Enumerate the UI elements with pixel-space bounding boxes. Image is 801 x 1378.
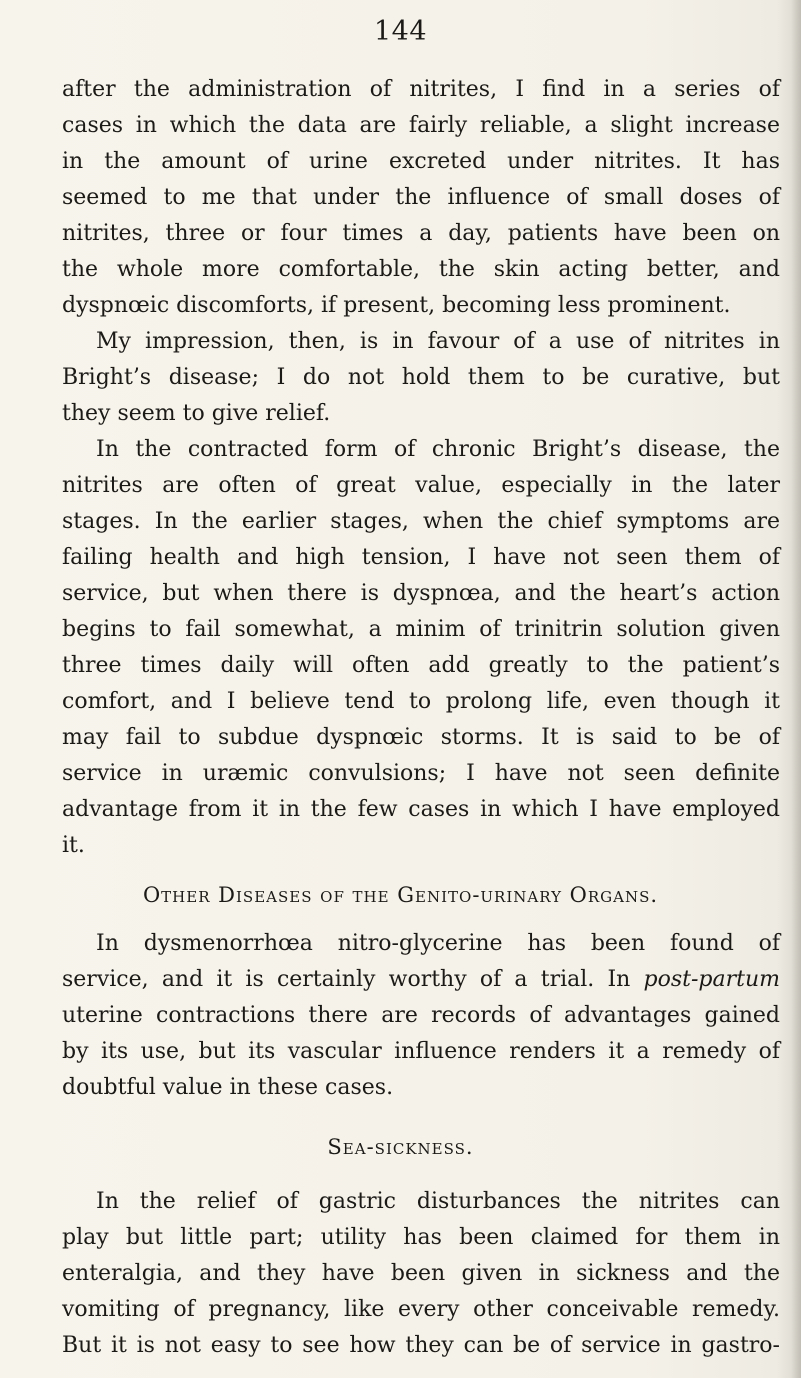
text-line: it. <box>62 833 85 858</box>
text-line: enteralgia, and they have been given in sickness and the <box>62 1261 780 1286</box>
text-line: In the contracted form of chronic Bright’s disease, the <box>96 437 780 462</box>
text-line: may fail to subdue dyspnœic storms. It is said to be of <box>62 725 780 750</box>
text-line: they seem to give relief. <box>62 401 331 426</box>
text-line: In the relief of gastric disturbances the nitrites can <box>96 1189 780 1214</box>
text-line: service, but when there is dyspnœa, and the heart’s action <box>62 581 780 606</box>
text-line: three times daily will often add greatly to the patient’s <box>62 653 780 678</box>
text-line: But it is not easy to see how they can be of service in gastro- <box>62 1333 780 1358</box>
text-line: failing health and high tension, I have not seen them of <box>62 545 780 570</box>
page-edge-shadow <box>791 0 801 1378</box>
text-line: begins to fail somewhat, a minim of trinitrin solution given <box>62 617 780 642</box>
text-line: dyspnœic discomforts, if present, becoming less prominent. <box>62 293 731 318</box>
text-line: in the amount of urine excreted under nitrites. It has <box>62 149 780 174</box>
text-line: seemed to me that under the influence of small doses of <box>62 185 780 210</box>
text-line: after the administration of nitrites, I find in a series of <box>62 77 780 102</box>
text-segment: service, and it is certainly worthy of a trial. In <box>62 967 631 992</box>
text-line: Bright’s disease; I do not hold them to be curative, but <box>62 365 780 390</box>
text-line: cases in which the data are fairly reliable, a slight increase <box>62 113 780 138</box>
text-line: the whole more comfortable, the skin acting better, and <box>62 257 780 282</box>
text-line: advantage from it in the few cases in which I have employed <box>62 797 780 822</box>
text-line: service in uræmic convulsions; I have not seen definite <box>62 761 780 786</box>
text-line: play but little part; utility has been claimed for them in <box>62 1225 780 1250</box>
text-line: In dysmenorrhœa nitro-glycerine has been found of <box>96 931 780 956</box>
text-line: stages. In the earlier stages, when the chief symptoms are <box>62 509 780 534</box>
text-line <box>62 962 780 998</box>
text-line: vomiting of pregnancy, like every other conceivable remedy. <box>62 1297 780 1322</box>
section-heading: Sea-sickness. <box>327 1135 474 1159</box>
page-number: 144 <box>373 16 428 47</box>
text-line: My impression, then, is in favour of a use of nitrites in <box>96 329 780 354</box>
text-line: uterine contractions there are records of advantages gained <box>62 1003 780 1028</box>
text-line: nitrites, three or four times a day, patients have been on <box>62 221 780 246</box>
text-line: by its use, but its vascular influence renders it a remedy of <box>62 1039 780 1064</box>
text-line: comfort, and I believe tend to prolong life, even though it <box>62 689 780 714</box>
text-line: doubtful value in these cases. <box>62 1075 394 1100</box>
text-line: nitrites are often of great value, especially in the later <box>62 473 780 498</box>
section-heading: Other Diseases of the Genito-urinary Organs. <box>142 883 659 907</box>
italic-term: post-partum <box>643 967 780 992</box>
